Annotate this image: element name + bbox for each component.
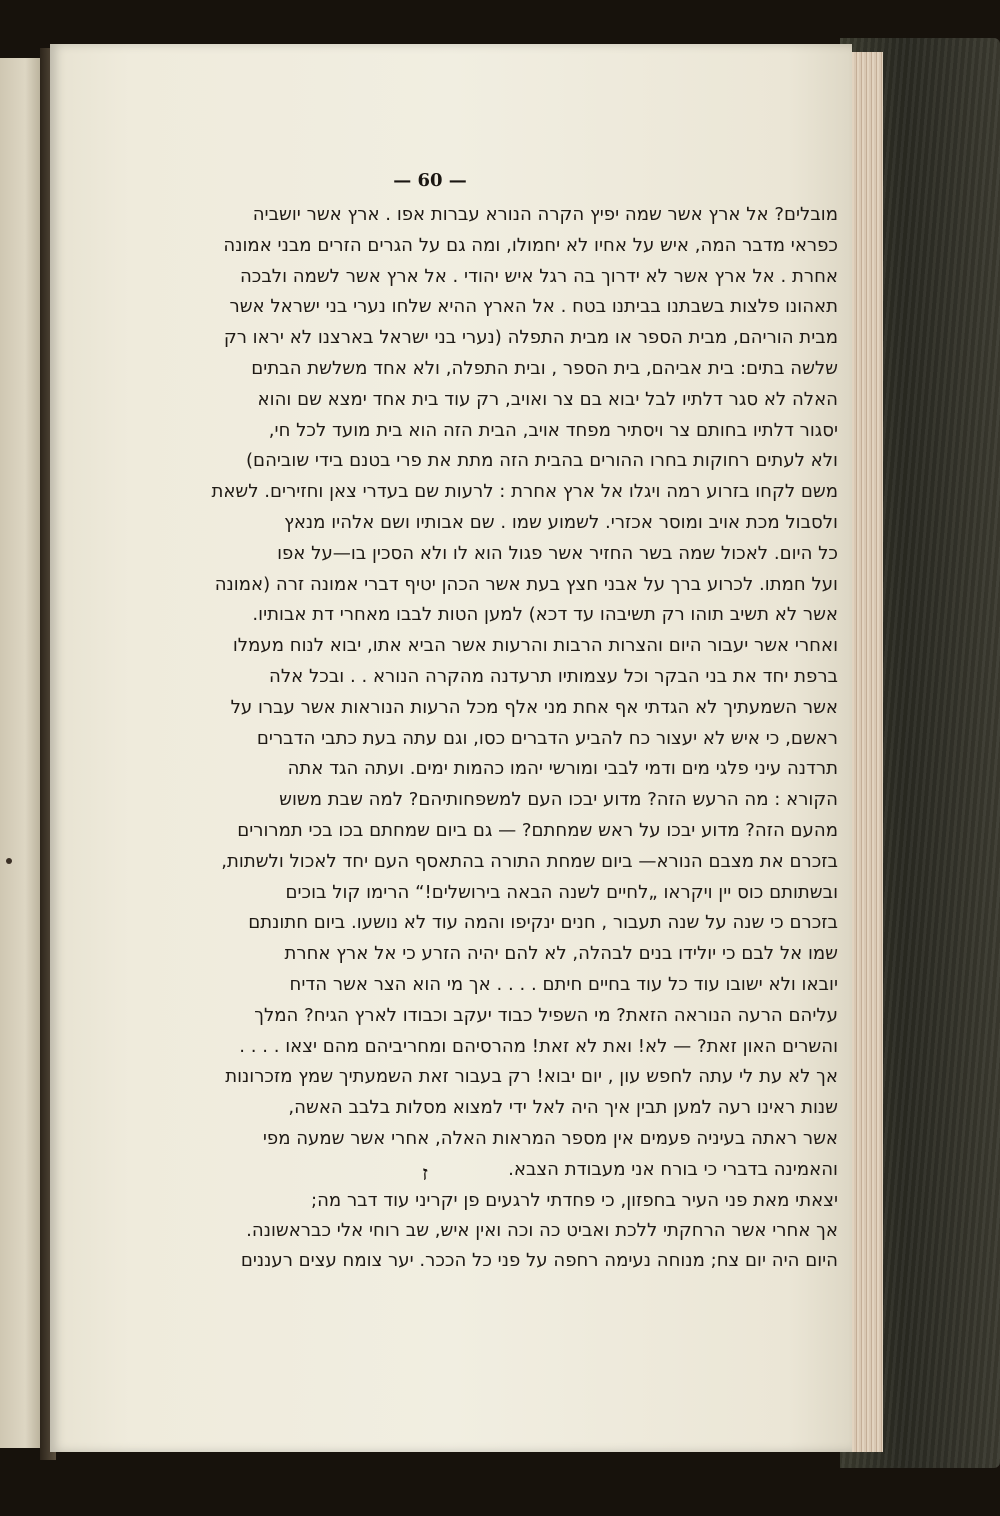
text-line: מובלים? אל ארץ אשר שמה יפיץ הקרה הנורא עברות אפו . ארץ אשר יושביה [252, 204, 838, 225]
text-line: ולא לעתים רחוקות בחרו ההורים בהבית הזה מתת את פרי בטנם בידי שוביהם) [246, 450, 838, 472]
text-line: שלשה בתים: בית אביהם, בית הספר , ובית התפלה, ולא אחד משלשת הבתים [251, 357, 838, 379]
text-line: תרדנה עיני פלגי מים ודמי לבבי ומורשי יהמו כהמות ימים. ועתה הגד אתה [287, 758, 838, 780]
page-edges [848, 52, 883, 1452]
body-text-continued [120, 1186, 838, 1276]
text-line: אשר לא תשיב תוהו רק תשיבהו עד דכא) למען הטות לבבו מאחרי דת אבותיו. [252, 604, 838, 626]
text-line: ראשם, כי איש לא יעצור כח להביע הדברים כסו, וגם עתה בעת כתבי הדברים [256, 727, 838, 749]
text-line: שנות ראינו רעה למען תבין איך היה לאל ידי למצוא מסלות בלבב האשה, [288, 1097, 838, 1119]
text-line: תאהונו פלצות בשבתנו בביתנו בטח . אל הארץ ההיא שלחו נערי בני ישראל אשר [229, 296, 838, 318]
text-line: מהעם הזה? מדוע יבכו על ראש שמחתם? — גם ביום שמחתם בכו בכי תמרורים [237, 819, 838, 841]
text-line: יסגור דלתיו בחותם צר ויסתיר מפחד אויב, הבית הזה הוא בית מועד לכל חי, [268, 419, 838, 441]
paper-spot [6, 858, 12, 864]
text-line: האלה לא סגר דלתיו לבל יבוא בם צר ואויב, רק עוד בית אחד ימצא שם והוא [257, 388, 838, 410]
text-line: כל היום. לאכול שמה בשר החזיר אשר פגול הוא לו ולא הסכין בו—על אפו [277, 542, 838, 564]
text-line: יובאו ולא ישובו עוד כל עוד בחיים חיתם . . . . אך מי הוא הצר אשר הדיח [289, 973, 838, 995]
page-number: — 60 — [393, 170, 467, 191]
text-line: שמו אל לבם כי יולידו בנים לבהלה, לא להם יהיה הזרע כי אל ארץ אחרת [284, 943, 838, 965]
text-line: משם לקחו בזרוע רמה ויגלו אל ארץ אחרת : לרעות שם בעדרי צאן וחזירים. לשאת [211, 481, 838, 503]
text-line: אך אחרי אשר הרחקתי ללכת ואביט כה וכה ואין איש, שב רוחי אלי כבראשונה. [246, 1220, 838, 1241]
text-line: ועל חמתו. לכרוע ברך על אבני חצץ בעת אשר הכהן יטיף דברי אמונה זרה (אמונה [214, 573, 838, 595]
text-line: הקורא : מה הרעש הזה? מדוע יבכו העם למשפחותיהם? למה שבת משוש [279, 789, 838, 811]
text-line: והשרים האון זאת? — לא! ואת לא זאת! מהרסיהם ומחריביהם מהם יצאו . . . . [239, 1035, 838, 1057]
text-line: אשר השמעתיך לא הגדתי אף אחת מני אלף מכל הרעות הנוראות אשר עברו על [230, 696, 838, 718]
text-line: כפראי מדבר המה, איש על אחיו לא יחמולו, ומה גם על הגרים הזרים מבני אמונה [223, 234, 838, 256]
text-line: אחרת . אל ארץ אשר לא ידרוך בה רגל איש יהודי . אל ארץ אשר לשמה ולבכה [239, 265, 838, 287]
previous-page-edge [0, 58, 43, 1448]
text-line: והאמינה בדברי כי בורח אני מעבודת הצבא. [508, 1158, 838, 1180]
text-line: ולסבול מכת אויב ומוסר אכזרי. לשמוע שמו . שם אבותיו ושם אלהיו מנאץ [284, 511, 838, 533]
text-line: אך לא עת לי עתה לחפש עון , יום יבוא! רק בעבור זאת השמעתיך שמץ מזכרונות [225, 1066, 838, 1088]
body-text [120, 200, 838, 1186]
text-line: ואחרי אשר יעבור היום והצרות הרבות והרעות אשר הביא אתו, יבוא לנוח מעמלו [232, 635, 838, 657]
text-line: בזכרם את מצבם הנורא— ביום שמחת התורה בהתאסף העם יחד לאכול ולשתות, [221, 850, 838, 872]
text-line: ברפת יחד את בני הבקר וכל עצמותיו תרעדנה מהקרה הנורא . . ובכל אלה [269, 665, 838, 687]
text-line: מבית הוריהם, מבית הספר או מבית התפלה (נערי בני ישראל בארצנו לא יראו רק [223, 327, 838, 349]
section-heading: ז [422, 1161, 428, 1185]
text-line: אשר ראתה בעיניה פעמים אין מספר המראות האלה, אחרי אשר שמעה מפי [262, 1127, 838, 1149]
text-line: היום היה יום צח; מנוחה נעימה רחפה על פני כל הככר. יער צומח עצים רעננים [240, 1250, 838, 1271]
text-line: יצאתי מאת פני העיר בחפזון, כי פחדתי לרגעים פן יקריני עוד דבר מה; [311, 1190, 838, 1211]
text-line: בזכרם כי שנה על שנה תעבור , חנים ינקיפו והמה עוד לא נושעו. ביום חתונתם [248, 912, 838, 934]
text-line: עליהם הרעה הנוראה הזאת? מי השפיל כבוד יעקב וכבודו לארץ הגיח? המלך [254, 1004, 838, 1026]
text-line: ובשתותם כוס יין ויקראו „לחיים לשנה הבאה בירושלים!“ הרימו קול בוכים [285, 881, 838, 903]
